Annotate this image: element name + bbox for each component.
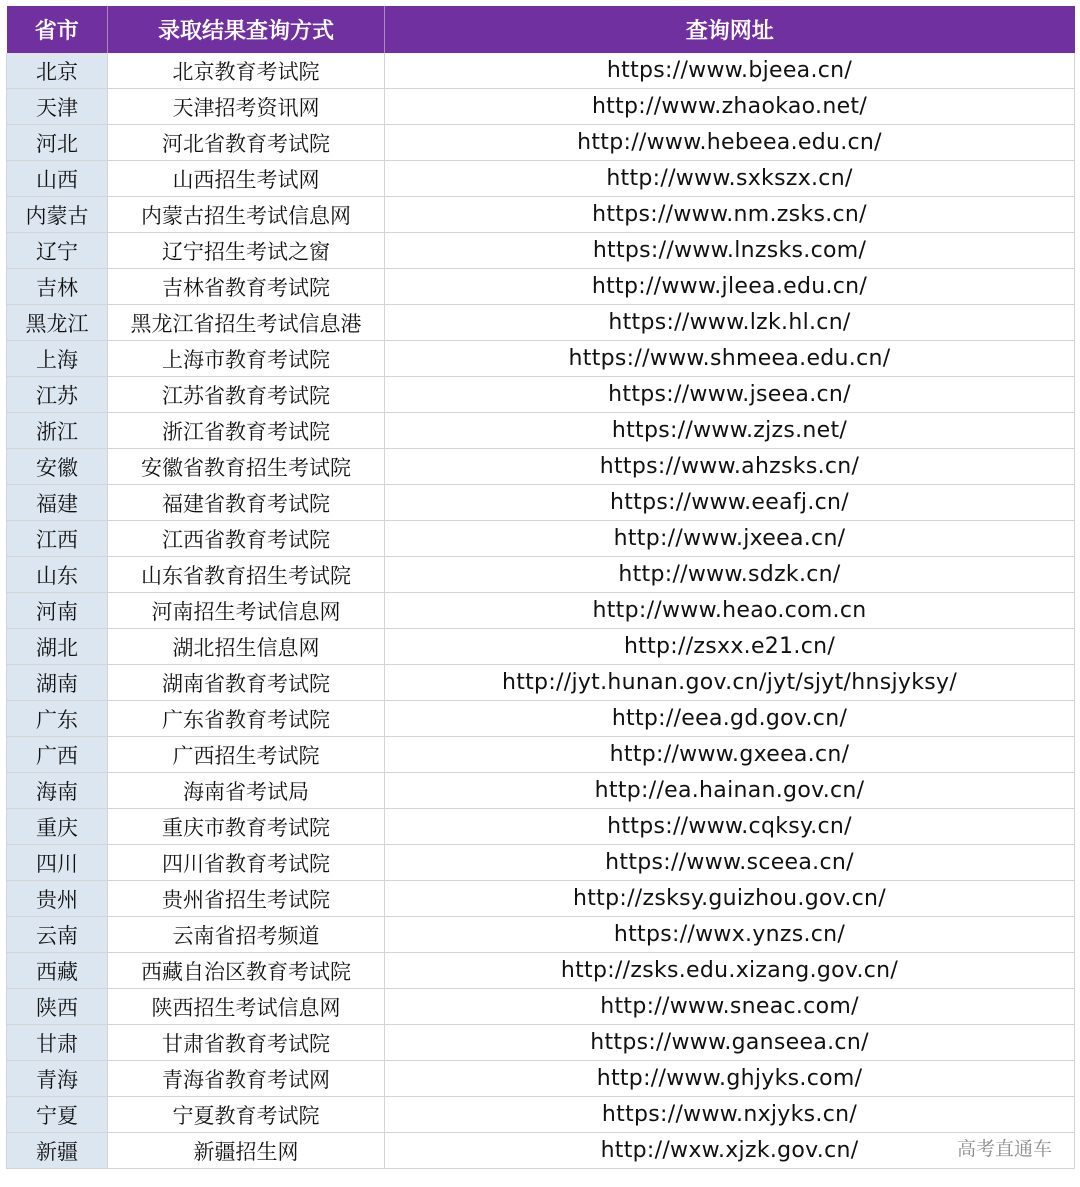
header-query-method: 录取结果查询方式 [108, 6, 385, 53]
query-method-cell: 黑龙江省招生考试信息港 [108, 305, 385, 341]
province-cell: 云南 [7, 917, 108, 953]
query-method-cell: 河南招生考试信息网 [108, 593, 385, 629]
query-method-cell: 西藏自治区教育考试院 [108, 953, 385, 989]
query-method-cell: 海南省考试局 [108, 773, 385, 809]
province-cell: 西藏 [7, 953, 108, 989]
province-cell: 甘肃 [7, 1025, 108, 1061]
header-province: 省市 [7, 6, 108, 53]
province-cell: 山西 [7, 161, 108, 197]
query-url-cell: https://www.bjeea.cn/ [385, 53, 1075, 89]
table-row [7, 845, 1075, 881]
admission-query-table [6, 6, 1075, 1169]
table-row [7, 341, 1075, 377]
query-method-cell: 内蒙古招生考试信息网 [108, 197, 385, 233]
table-row [7, 881, 1075, 917]
query-url-cell: https://www.jseea.cn/ [385, 377, 1075, 413]
query-method-cell: 山东省教育招生考试院 [108, 557, 385, 593]
query-method-cell: 重庆市教育考试院 [108, 809, 385, 845]
query-url-cell: http://www.jleea.edu.cn/ [385, 269, 1075, 305]
query-method-cell: 福建省教育考试院 [108, 485, 385, 521]
table-header-row [7, 6, 1075, 53]
table-row [7, 377, 1075, 413]
query-method-cell: 安徽省教育招生考试院 [108, 449, 385, 485]
query-url-cell: https://www.lnzsks.com/ [385, 233, 1075, 269]
province-cell: 宁夏 [7, 1097, 108, 1133]
province-cell: 江苏 [7, 377, 108, 413]
query-url-cell: http://www.sdzk.cn/ [385, 557, 1075, 593]
province-cell: 海南 [7, 773, 108, 809]
province-cell: 北京 [7, 53, 108, 89]
table-row [7, 125, 1075, 161]
query-url-cell: http://www.ghjyks.com/ [385, 1061, 1075, 1097]
province-cell: 上海 [7, 341, 108, 377]
query-url-cell: http://www.heao.com.cn [385, 593, 1075, 629]
table-row [7, 593, 1075, 629]
province-cell: 辽宁 [7, 233, 108, 269]
query-method-cell: 陕西招生考试信息网 [108, 989, 385, 1025]
query-url-cell: https://www.nxjyks.cn/ [385, 1097, 1075, 1133]
query-method-cell: 云南省招考频道 [108, 917, 385, 953]
province-cell: 安徽 [7, 449, 108, 485]
table-row [7, 629, 1075, 665]
query-method-cell: 新疆招生网 [108, 1133, 385, 1169]
table-row [7, 89, 1075, 125]
province-cell: 广东 [7, 701, 108, 737]
province-cell: 广西 [7, 737, 108, 773]
query-url-cell: http://eea.gd.gov.cn/ [385, 701, 1075, 737]
query-url-cell: https://www.ahzsks.cn/ [385, 449, 1075, 485]
table-row [7, 953, 1075, 989]
table-row [7, 809, 1075, 845]
query-method-cell: 宁夏教育考试院 [108, 1097, 385, 1133]
query-method-cell: 北京教育考试院 [108, 53, 385, 89]
province-cell: 吉林 [7, 269, 108, 305]
query-url-cell: http://www.hebeea.edu.cn/ [385, 125, 1075, 161]
table-row [7, 989, 1075, 1025]
query-method-cell: 江苏省教育考试院 [108, 377, 385, 413]
table-row [7, 665, 1075, 701]
query-url-cell: http://jyt.hunan.gov.cn/jyt/sjyt/hnsjyksy/ [385, 665, 1075, 701]
query-method-cell: 广西招生考试院 [108, 737, 385, 773]
query-url-cell: https://www.lzk.hl.cn/ [385, 305, 1075, 341]
query-method-cell: 山西招生考试网 [108, 161, 385, 197]
table-row [7, 197, 1075, 233]
province-cell: 新疆 [7, 1133, 108, 1169]
table-row [7, 233, 1075, 269]
query-method-cell: 贵州省招生考试院 [108, 881, 385, 917]
query-method-cell: 广东省教育考试院 [108, 701, 385, 737]
province-cell: 湖南 [7, 665, 108, 701]
province-cell: 江西 [7, 521, 108, 557]
table-row [7, 773, 1075, 809]
query-method-cell: 湖北招生信息网 [108, 629, 385, 665]
province-cell: 河北 [7, 125, 108, 161]
province-cell: 福建 [7, 485, 108, 521]
query-method-cell: 上海市教育考试院 [108, 341, 385, 377]
query-method-cell: 四川省教育考试院 [108, 845, 385, 881]
query-url-cell: http://zsxx.e21.cn/ [385, 629, 1075, 665]
query-url-cell: https://www.nm.zsks.cn/ [385, 197, 1075, 233]
table-row [7, 701, 1075, 737]
query-url-cell: http://ea.hainan.gov.cn/ [385, 773, 1075, 809]
query-method-cell: 河北省教育考试院 [108, 125, 385, 161]
query-url-cell: http://wxw.xjzk.gov.cn/ [385, 1133, 1075, 1169]
province-cell: 浙江 [7, 413, 108, 449]
query-method-cell: 青海省教育考试网 [108, 1061, 385, 1097]
province-cell: 贵州 [7, 881, 108, 917]
province-cell: 四川 [7, 845, 108, 881]
query-url-cell: http://www.sneac.com/ [385, 989, 1075, 1025]
table-row [7, 449, 1075, 485]
table-row [7, 917, 1075, 953]
province-cell: 天津 [7, 89, 108, 125]
table-row [7, 1025, 1075, 1061]
query-method-cell: 江西省教育考试院 [108, 521, 385, 557]
query-url-cell: https://www.cqksy.cn/ [385, 809, 1075, 845]
query-url-cell: http://www.gxeea.cn/ [385, 737, 1075, 773]
query-method-cell: 甘肃省教育考试院 [108, 1025, 385, 1061]
query-url-cell: https://www.zjzs.net/ [385, 413, 1075, 449]
table-row [7, 485, 1075, 521]
province-cell: 重庆 [7, 809, 108, 845]
province-cell: 青海 [7, 1061, 108, 1097]
watermark-text: 高考直通车 [956, 1138, 1052, 1160]
table-row [7, 1133, 1075, 1169]
table-row [7, 53, 1075, 89]
table-row [7, 557, 1075, 593]
table-body [7, 53, 1075, 1169]
query-url-cell: http://zsksy.guizhou.gov.cn/ [385, 881, 1075, 917]
table-row [7, 161, 1075, 197]
query-url-cell: http://www.zhaokao.net/ [385, 89, 1075, 125]
table-row [7, 521, 1075, 557]
table-row [7, 305, 1075, 341]
admission-query-table-container [6, 6, 1074, 1169]
query-url-cell: http://www.sxkszx.cn/ [385, 161, 1075, 197]
query-method-cell: 吉林省教育考试院 [108, 269, 385, 305]
province-cell: 内蒙古 [7, 197, 108, 233]
query-url-cell: https://www.shmeea.edu.cn/ [385, 341, 1075, 377]
province-cell: 黑龙江 [7, 305, 108, 341]
province-cell: 陕西 [7, 989, 108, 1025]
province-cell: 河南 [7, 593, 108, 629]
query-url-cell: http://www.jxeea.cn/ [385, 521, 1075, 557]
table-row [7, 1097, 1075, 1133]
province-cell: 湖北 [7, 629, 108, 665]
table-row [7, 269, 1075, 305]
query-method-cell: 辽宁招生考试之窗 [108, 233, 385, 269]
query-method-cell: 天津招考资讯网 [108, 89, 385, 125]
query-url-cell: http://zsks.edu.xizang.gov.cn/ [385, 953, 1075, 989]
header-query-url: 查询网址 [385, 6, 1075, 53]
table-row [7, 413, 1075, 449]
query-url-cell: https://wwx.ynzs.cn/ [385, 917, 1075, 953]
query-url-cell: https://www.sceea.cn/ [385, 845, 1075, 881]
query-method-cell: 浙江省教育考试院 [108, 413, 385, 449]
query-method-cell: 湖南省教育考试院 [108, 665, 385, 701]
province-cell: 山东 [7, 557, 108, 593]
table-row [7, 737, 1075, 773]
query-url-cell: https://www.ganseea.cn/ [385, 1025, 1075, 1061]
table-row [7, 1061, 1075, 1097]
query-url-cell: https://www.eeafj.cn/ [385, 485, 1075, 521]
